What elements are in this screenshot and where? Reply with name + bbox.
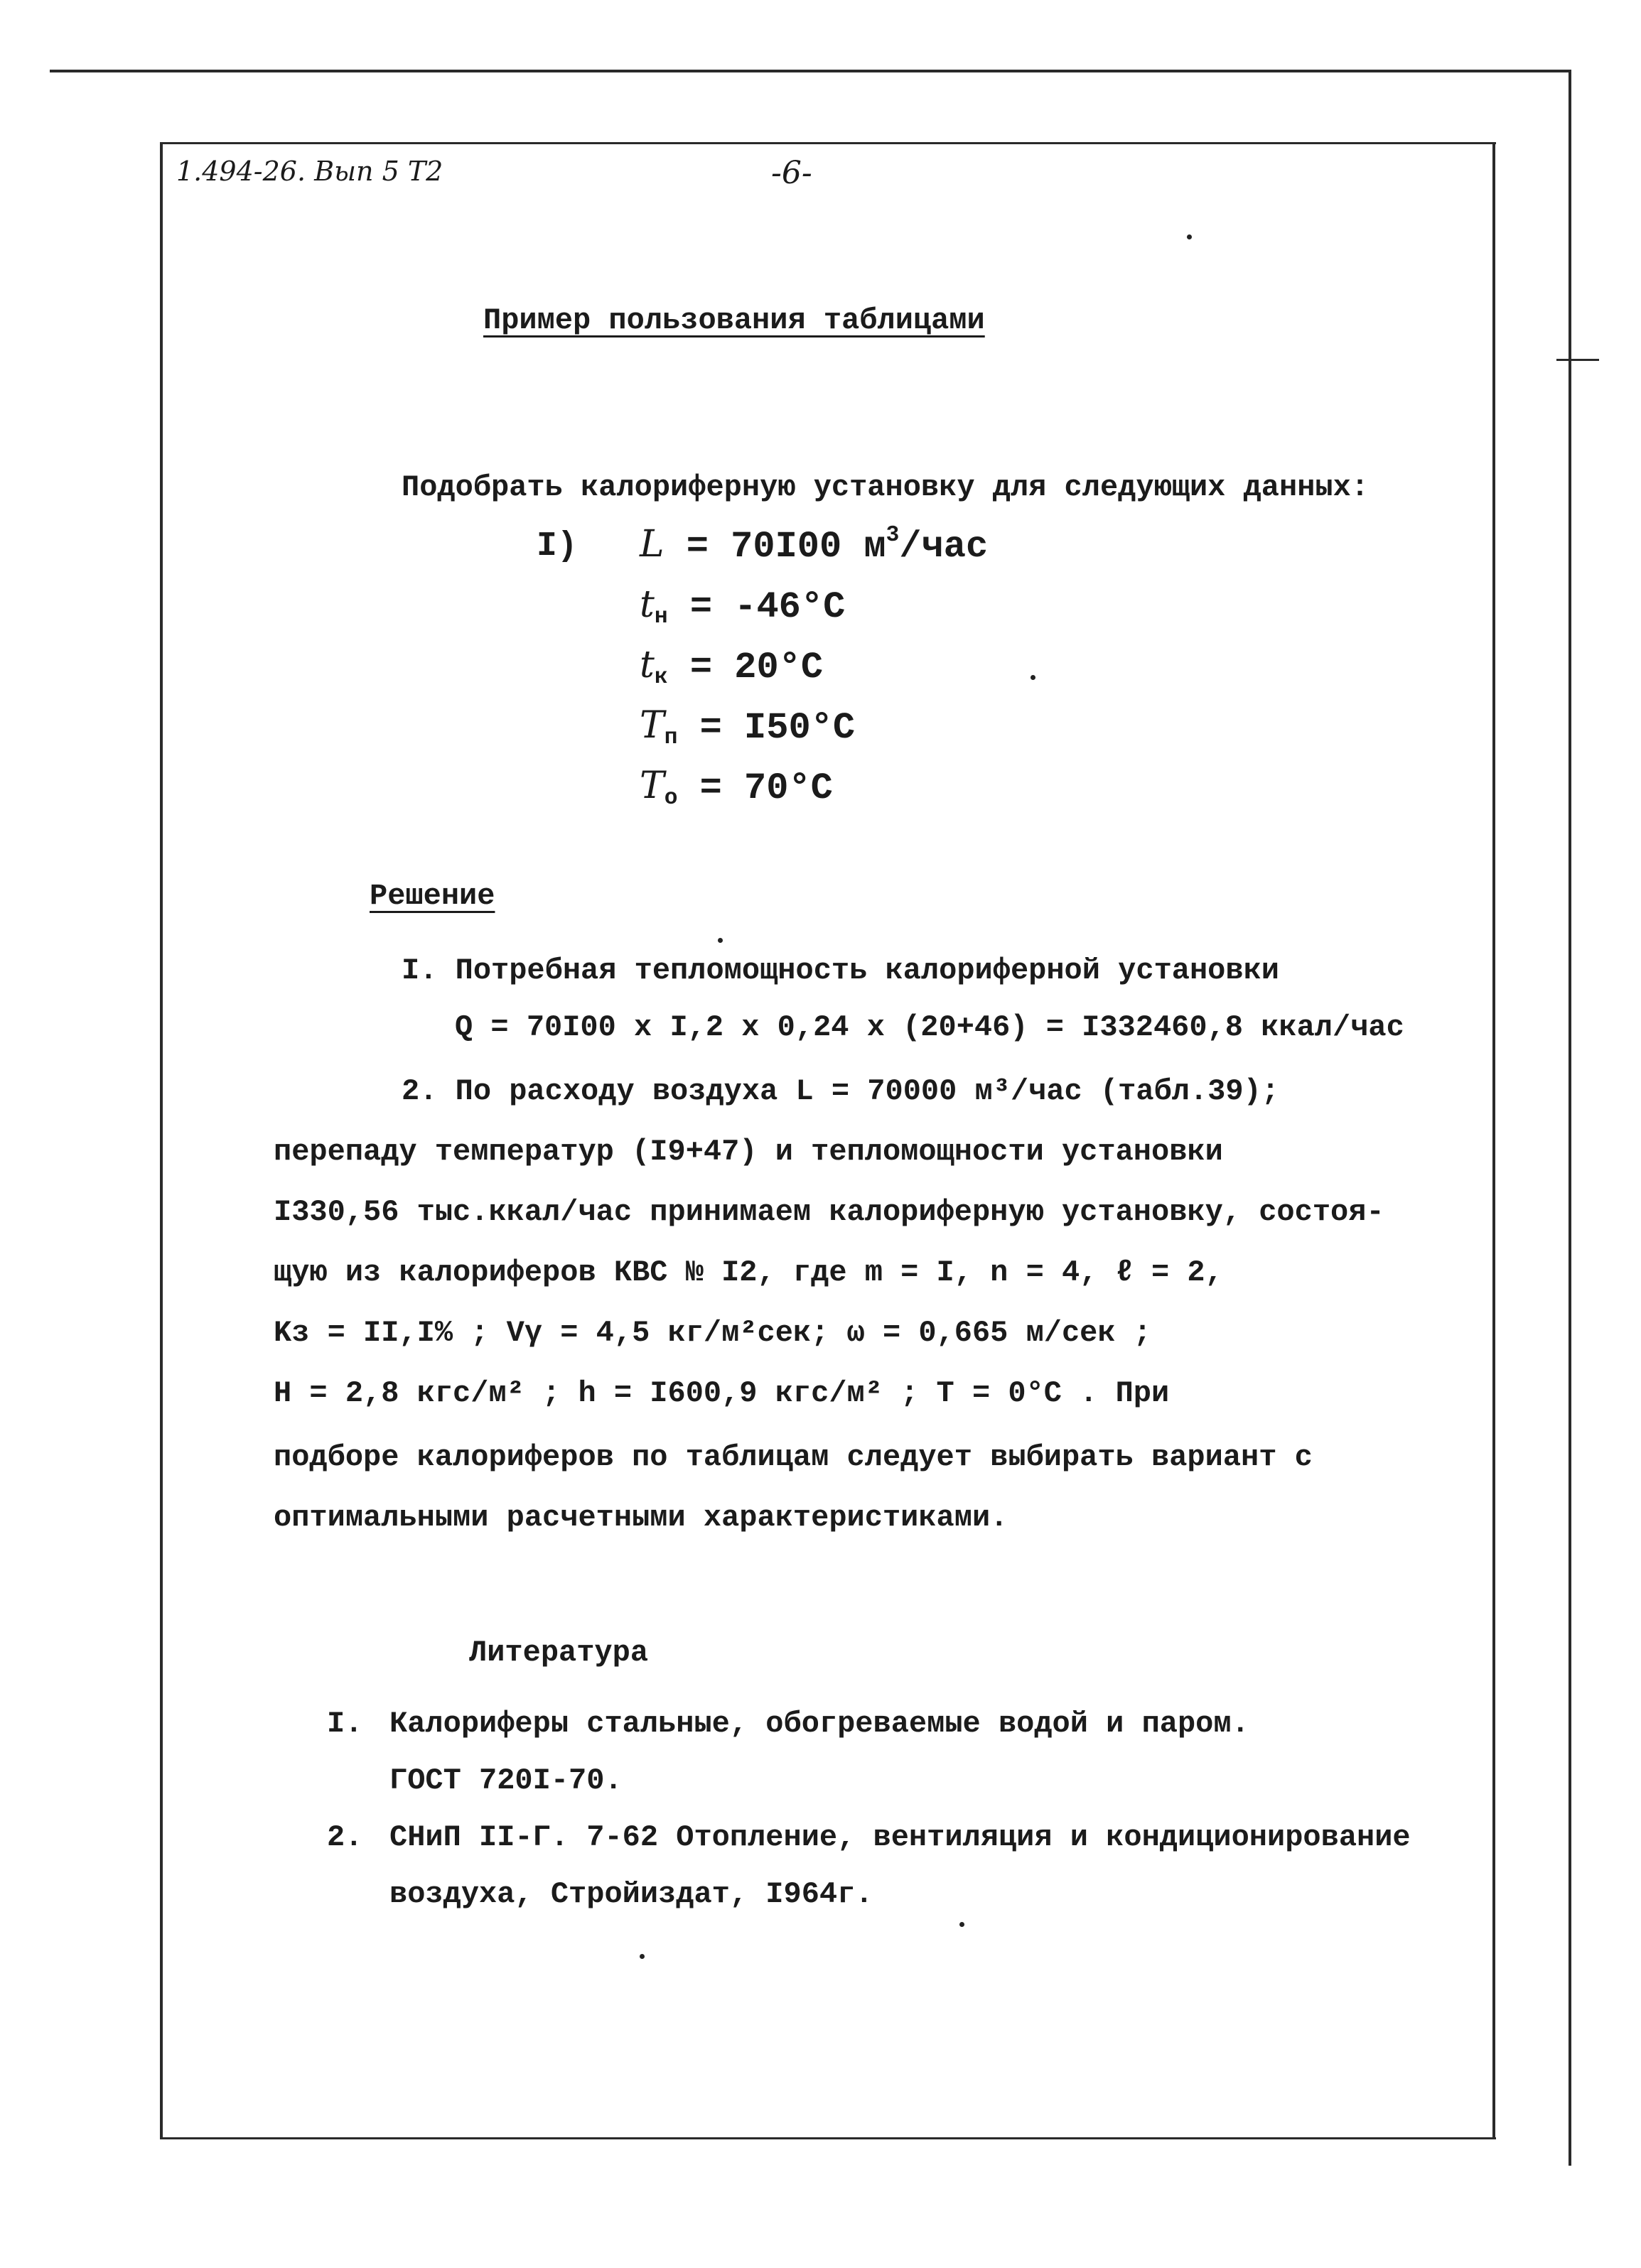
speck — [1187, 234, 1192, 239]
literature-item-text: воздуха, Стройиздат, I964г. — [389, 1877, 873, 1911]
symbol: L — [640, 522, 665, 566]
frame-right-outer — [1569, 70, 1571, 2166]
literature-item-number: 2. — [327, 1820, 363, 1854]
given-Tp: $T_п = I50^\circ C$ — [640, 704, 856, 750]
speck — [959, 1922, 964, 1927]
solution-heading: Решение — [370, 879, 495, 913]
document-code: 1.494-26. Вып 5 Т2 — [176, 156, 443, 187]
literature-item-text: Калориферы стальные, обогреваемые водой и паром. — [389, 1707, 1249, 1741]
task-intro: Подобрать калориферную установку для следующих данных: — [402, 470, 1370, 504]
literature-item-text: СНиП II-Г. 7-62 Отопление, вентиляция и кондиционирование — [389, 1820, 1411, 1854]
given-tn: $t_н = -46^\circ C$ — [640, 583, 846, 630]
literature-item-number: I. — [327, 1707, 363, 1741]
given-L: L = 70I00 $м^3$/час — [640, 522, 989, 568]
margin-tick — [1556, 359, 1599, 361]
speck — [640, 1954, 645, 1959]
solution-line: Q = 70I00 x I,2 x 0,24 x (20+46) = I332460,8 ккал/час — [455, 1010, 1404, 1044]
value: = 70I00 м — [686, 525, 886, 568]
symbol: T — [640, 765, 665, 807]
given-tk: $t_к = 20^\circ C$ — [640, 644, 824, 690]
solution-line: Kз = II,I% ; Vγ = 4,5 кг/м²сек; ω = 0,665 м/сек ; — [274, 1316, 1152, 1350]
page-title: Пример пользования таблицами — [483, 303, 985, 338]
frame-top-inner — [160, 142, 1496, 144]
value: = 70°C — [699, 767, 833, 809]
solution-line: 2. По расходу воздуха L = 70000 м³/час (табл.39); — [402, 1074, 1280, 1108]
solution-line: подборе калориферов по таблицам следует выбирать вариант с — [274, 1440, 1313, 1474]
value: = 20°C — [689, 647, 824, 688]
task-item-number: I) — [537, 527, 578, 566]
frame-left-inner — [160, 142, 163, 2139]
frame-top-outer — [50, 70, 1571, 72]
frame-bottom-inner — [160, 2137, 1496, 2139]
speck — [718, 938, 723, 943]
solution-line: щую из калориферов КВС № I2, где m = I, n = 4, ℓ = 2, — [274, 1256, 1223, 1290]
page-number: -6- — [771, 155, 812, 191]
solution-line: оптимальными расчетными характеристиками. — [274, 1501, 1008, 1535]
value: = I50°C — [699, 707, 856, 749]
literature-heading: Литература — [469, 1636, 649, 1670]
symbol: t — [640, 583, 655, 626]
symbol: T — [640, 704, 665, 747]
value: = -46°C — [689, 586, 846, 628]
symbol: t — [640, 644, 655, 686]
speck — [1031, 675, 1035, 680]
solution-line: H = 2,8 кгс/м² ; h = I600,9 кгс/м² ; T = 0°C . При — [274, 1376, 1170, 1410]
literature-item-text: ГОСТ 720I-70. — [389, 1764, 623, 1798]
given-To: $T_о = 70^\circ C$ — [640, 765, 833, 811]
solution-line: перепаду температур (I9+47) и тепломощности установки — [274, 1135, 1223, 1169]
solution-line: I330,56 тыс.ккал/час принимаем калориферную установку, состоя- — [274, 1195, 1384, 1229]
solution-line: I. Потребная тепломощность калориферной установки — [402, 954, 1280, 988]
frame-right-inner — [1492, 142, 1495, 2139]
